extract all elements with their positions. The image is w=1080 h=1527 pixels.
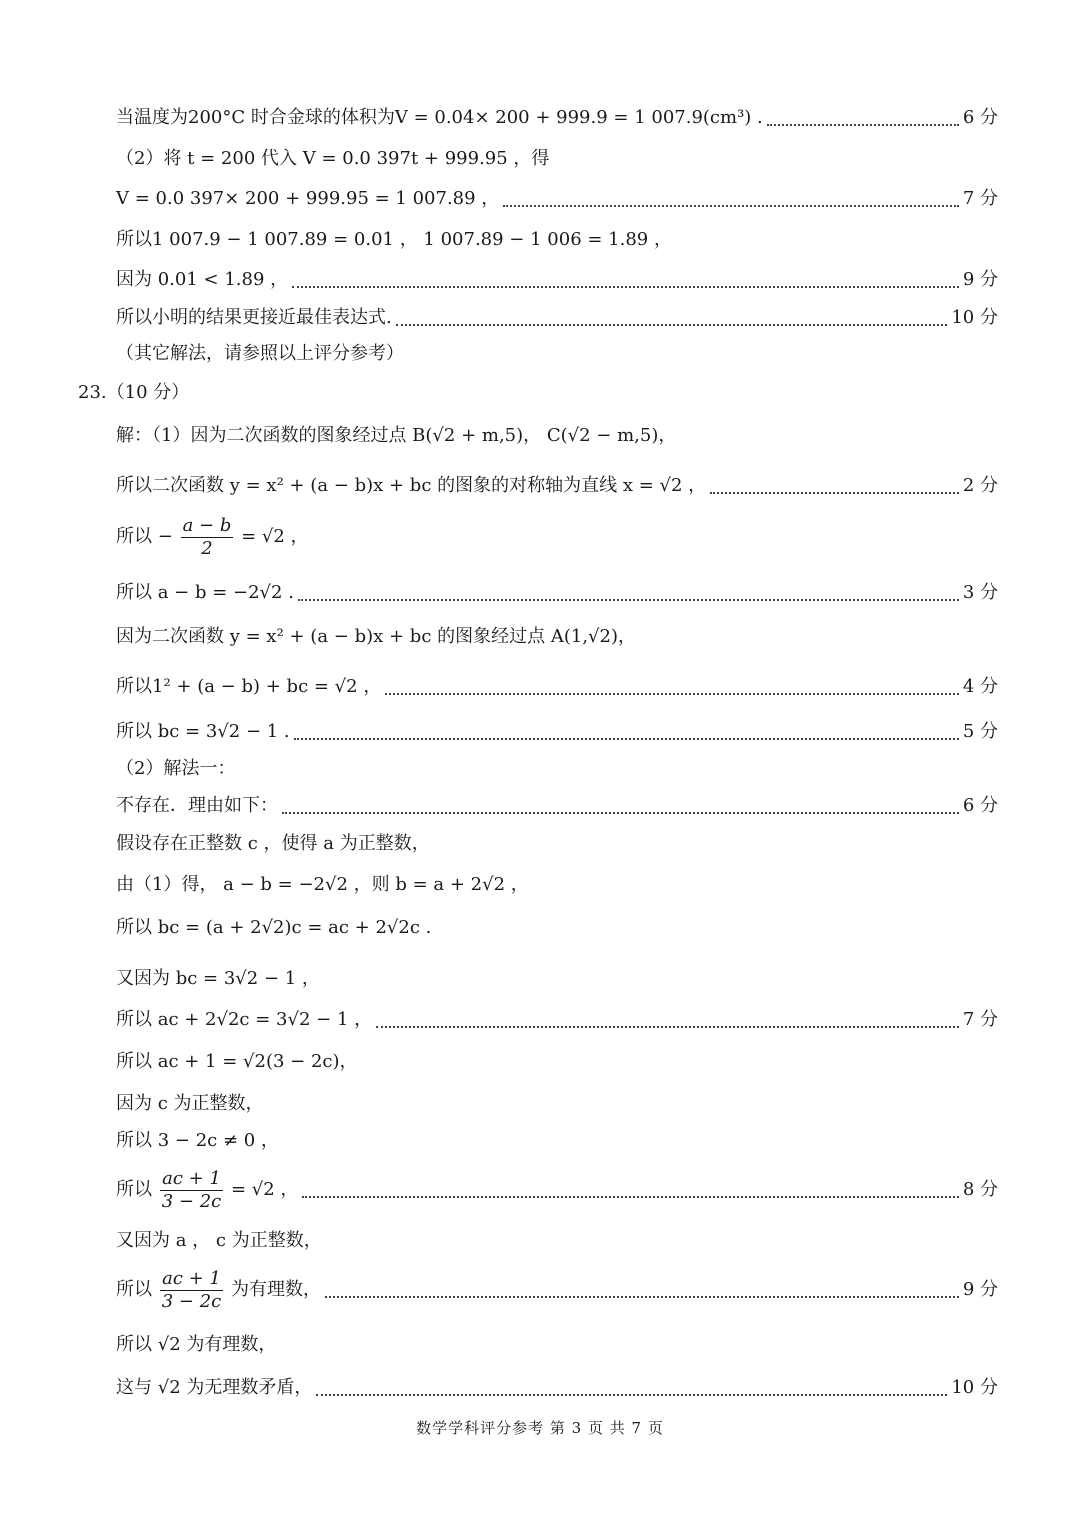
line-01: 当温度为200°C 时合金球的体积为V = 0.04× 200 + 999.9 = 1 007.9(cm³) . 6 分: [116, 107, 998, 128]
dot-leader: [767, 120, 959, 126]
dot-leader: [316, 1390, 947, 1396]
fraction: $\frac{ac + 1}{3 - 2c}$: [161, 1267, 222, 1312]
dot-leader: [376, 1022, 959, 1028]
line-10: 所以二次函数 y = x² + (a − b)x + bc 的图象的对称轴为直线 x = √2 ， 2 分: [116, 475, 998, 496]
dot-leader: [503, 201, 959, 207]
line-18: 假设存在正整数 c ，使得 a 为正整数，: [116, 833, 430, 854]
line-16: （2）解法一：: [116, 758, 236, 779]
line-03: V = 0.0 397× 200 + 999.95 = 1 007.89 ， 7 分: [116, 188, 998, 209]
dot-leader: [294, 734, 959, 740]
line-23: 所以 ac + 1 = √2(3 − 2c)，: [116, 1051, 358, 1072]
dot-leader: [710, 488, 959, 494]
fraction: $\frac{a - b}{2}$: [182, 514, 232, 559]
line-13: 因为二次函数 y = x² + (a − b)x + bc 的图象经过点 A(1,√2)，: [116, 626, 636, 647]
dot-leader: [325, 1292, 959, 1298]
line-28-fraction: 所以 $\frac{ac + 1}{3 - 2c}$ 为有理数， 9 分: [116, 1267, 998, 1312]
dot-leader: [385, 689, 958, 695]
line-09: 解：（1）因为二次函数的图象经过点 B(√2 + m,5)， C(√2 − m,5)，: [116, 425, 677, 446]
line-30: 这与 √2 为无理数矛盾， 10 分: [116, 1377, 998, 1398]
line-20: 所以 bc = (a + 2√2)c = ac + 2√2c .: [116, 917, 432, 938]
line-29: 所以 √2 为有理数，: [116, 1334, 277, 1355]
line-15: 所以 bc = 3√2 − 1 . 5 分: [116, 721, 998, 742]
dot-leader: [302, 1192, 958, 1198]
fraction: $\frac{ac + 1}{3 - 2c}$: [161, 1167, 222, 1212]
question-23-heading: 23.（10 分）: [78, 382, 190, 403]
line-02: （2）将 t = 200 代入 V = 0.0 397t + 999.95 ，得: [116, 148, 550, 169]
dot-leader: [292, 282, 959, 288]
dot-leader: [396, 320, 948, 326]
line-25: 所以 3 − 2c ≠ 0 ，: [116, 1130, 279, 1151]
line-11-fraction: 所以 − $\frac{a - b}{2}$ = √2 ，: [116, 514, 309, 559]
line-05: 因为 0.01 < 1.89 ， 9 分: [116, 269, 998, 290]
line-21: 又因为 bc = 3√2 − 1 ，: [116, 968, 320, 989]
line-06: 所以小明的结果更接近最佳表达式. 10 分: [116, 307, 998, 328]
line-26-fraction: 所以 $\frac{ac + 1}{3 - 2c}$ = √2 ， 8 分: [116, 1167, 998, 1212]
line-19: 由（1）得， a − b = −2√2 ，则 b = a + 2√2 ，: [116, 874, 529, 895]
page-footer: 数学学科评分参考 第 3 页 共 7 页: [416, 1419, 664, 1437]
line-04: 所以1 007.9 − 1 007.89 = 0.01 ， 1 007.89 − 1 006 = 1.89 ，: [116, 229, 672, 250]
line-14: 所以1² + (a − b) + bc = √2 ， 4 分: [116, 676, 998, 697]
dot-leader: [282, 808, 959, 814]
line-24: 因为 c 为正整数，: [116, 1093, 264, 1114]
line-22: 所以 ac + 2√2c = 3√2 − 1 ， 7 分: [116, 1009, 998, 1030]
dot-leader: [298, 595, 959, 601]
line-17: 不存在．理由如下： 6 分: [116, 795, 998, 816]
line-12: 所以 a − b = −2√2 . 3 分: [116, 582, 998, 603]
line-27: 又因为 a ， c 为正整数，: [116, 1230, 322, 1251]
line-07: （其它解法，请参照以上评分参考）: [116, 343, 404, 364]
